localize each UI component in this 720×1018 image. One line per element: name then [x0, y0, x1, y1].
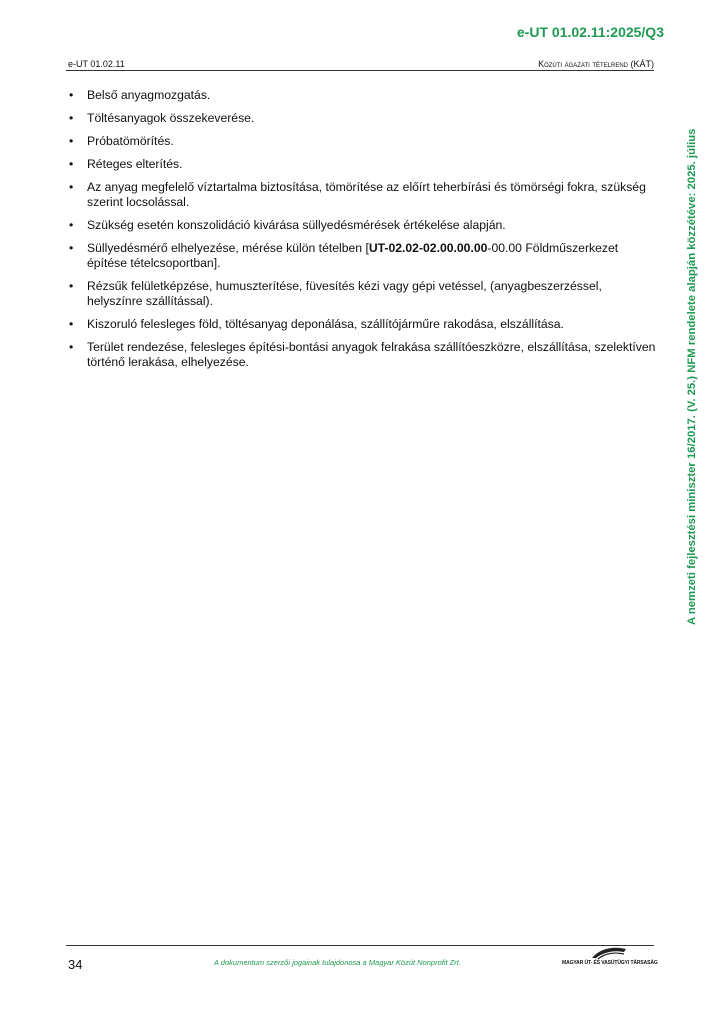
bullet-icon: • — [69, 317, 74, 331]
list-item: • Réteges elterítés. — [69, 157, 183, 171]
list-item: • Próbatömörítés. — [69, 134, 174, 148]
document-code: e-UT 01.02.11:2025/Q3 — [516, 24, 664, 40]
bullet-list — [66, 88, 656, 378]
bullet-icon: • — [69, 241, 74, 255]
bullet-icon: • — [69, 134, 74, 148]
copyright-notice: A dokumentum szerzői jogainak tulajdonosa a Magyar Közút Nonprofit Zrt. — [214, 958, 461, 967]
bullet-icon: • — [69, 279, 74, 293]
header-right-title: Közúti ágazati tételrend (KÁT) — [538, 59, 654, 69]
bullet-icon: • — [69, 111, 74, 125]
list-item: • Terület rendezése, felesleges építési-bontási anyagok felrakása szállítóeszközre, elszállítása, szelektíven történő lerakása, elhelyezése. — [69, 340, 656, 369]
road-rail-logo-icon — [590, 946, 628, 960]
bullet-icon: • — [69, 180, 74, 194]
bullet-icon: • — [69, 218, 74, 232]
list-item: • Kiszoruló felesleges föld, töltésanyag deponálása, szállítójárműre rakodása, elszállítása. — [69, 317, 564, 331]
item-code-reference: UT-02.02-02.00.00.00 — [368, 241, 488, 255]
header-left-code: e-UT 01.02.11 — [68, 59, 125, 69]
page-number: 34 — [68, 957, 83, 972]
list-item: • Szükség esetén konszolidáció kivárása süllyedésmérések értékelése alapján. — [69, 218, 506, 232]
header-divider — [66, 70, 654, 71]
bullet-icon: • — [69, 88, 74, 102]
list-item: • Rézsűk felületképzése, humuszterítése, füvesítés kézi vagy gépi vetéssel, (anyagbeszerzéssel, helyszínre szállítással). — [69, 279, 602, 308]
list-item: • Belső anyagmozgatás. — [69, 88, 211, 102]
society-logo — [562, 946, 656, 970]
list-item: • Süllyedésmérő elhelyezése, mérése külön tételben [UT-02.02-02.00.00.00-00.00 Földműszerkezet építése tételcsoportban]. — [69, 241, 619, 270]
list-item: • Az anyag megfelelő víztartalma biztosítása, tömörítése az előírt teherbírási és tömörségi fokra, szükség szerint locsolással. — [69, 180, 646, 209]
bullet-icon: • — [69, 157, 74, 171]
side-publication-note: A nemzeti fejlesztési miniszter 16/2017. (V. 25.) NFM rendelete alapján közzétéve: 2025. július — [686, 128, 698, 625]
logo-text: MAGYAR ÚT- ÉS VASÚTÜGYI TÁRSASÁG — [562, 960, 658, 966]
list-item: • Töltésanyagok összekeverése. — [69, 111, 255, 125]
bullet-icon: • — [69, 340, 74, 354]
